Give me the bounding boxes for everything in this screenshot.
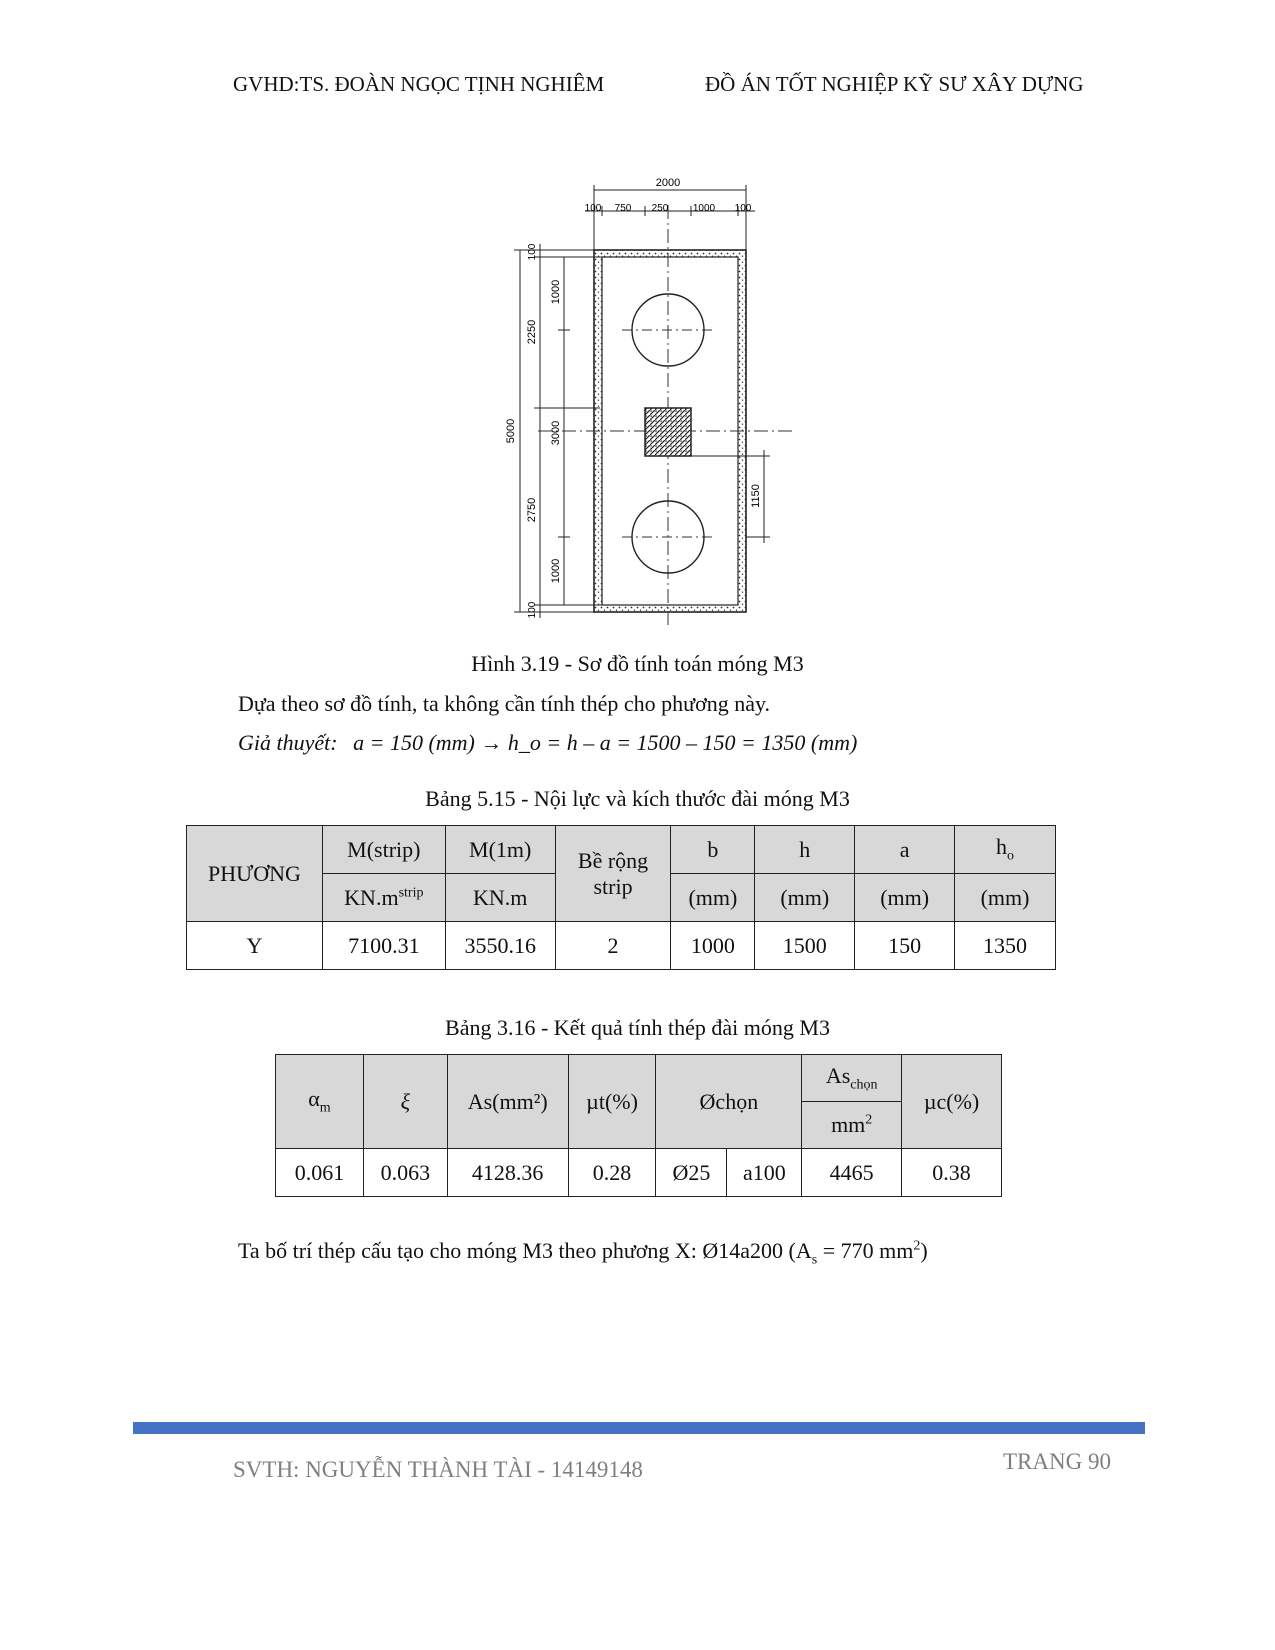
th-as-chon-sub: chọn: [850, 1077, 878, 1093]
th-mut: µt(%): [568, 1055, 656, 1149]
th-b: b: [671, 826, 755, 874]
th-b-unit: (mm): [671, 874, 755, 922]
th-be-rong-line2: strip: [593, 873, 633, 899]
dim-inner-bot: 1000: [550, 558, 562, 584]
paragraph-2-sub: s: [811, 1252, 818, 1268]
footer-right: TRANG 90: [1003, 1449, 1111, 1474]
dim-top-5: 100: [734, 203, 752, 214]
th-be-rong-line1: Bề rộng: [577, 847, 649, 873]
td-ho: 1350: [955, 922, 1056, 970]
dim-left-b: 2750: [526, 497, 538, 523]
table-internal-forces: [186, 825, 1056, 970]
dim-inner-top: 1000: [550, 279, 562, 305]
th-alpha: [276, 1055, 364, 1149]
th-as-chon: [802, 1055, 902, 1102]
dim-top-2: 750: [614, 203, 632, 214]
foundation-drawing: [0, 0, 1275, 640]
th-phuong: PHƯƠNG: [187, 826, 323, 922]
paragraph-1: Dựa theo sơ đồ tính, ta không cần tính thép cho phương này.: [238, 691, 771, 716]
td-muc: 0.38: [902, 1149, 1002, 1197]
footer-left: SVTH: NGUYỄN THÀNH TÀI - 14149148: [233, 1457, 643, 1482]
th-alpha-sub: m: [319, 1100, 331, 1116]
td-be-rong: 2: [555, 922, 671, 970]
td-spacing: a100: [727, 1149, 802, 1197]
paragraph-2: [238, 1238, 928, 1268]
dim-left-top100: 100: [527, 243, 538, 261]
th-chon: Øchọn: [656, 1055, 802, 1149]
table-row: [187, 922, 1056, 970]
td-xi: 0.063: [363, 1149, 447, 1197]
th-as: As(mm²): [447, 1055, 568, 1149]
assumption-line: [238, 730, 857, 756]
dim-left-total: 5000: [505, 418, 517, 444]
td-as-chon: 4465: [802, 1149, 902, 1197]
td-b: 1000: [671, 922, 755, 970]
td-m-strip: 7100.31: [322, 922, 445, 970]
dim-top-total: 2000: [655, 177, 681, 189]
td-a: 150: [855, 922, 955, 970]
th-h: h: [755, 826, 855, 874]
th-as-chon-unit-sup: 2: [865, 1112, 873, 1128]
td-h: 1500: [755, 922, 855, 970]
th-m-1m: M(1m): [445, 826, 555, 874]
th-muc: µc(%): [902, 1055, 1002, 1149]
th-a-unit: (mm): [855, 874, 955, 922]
dim-left-bot100: 100: [527, 601, 538, 619]
assumption-label: Giả thuyết:: [238, 730, 338, 755]
assumption-formula: a = 150 (mm) → h_o = h – a = 1500 – 150 = 1350 (mm): [353, 730, 858, 755]
th-m-1m-unit: KN.m: [445, 874, 555, 922]
dim-inner-mid: 3000: [550, 420, 562, 446]
dim-top-3: 250: [651, 203, 669, 214]
th-m-strip: M(strip): [322, 826, 445, 874]
td-phuong: Y: [187, 922, 323, 970]
th-m-strip-unit-main: KN.m: [344, 884, 399, 910]
th-ho-main: h: [996, 834, 1008, 860]
th-m-strip-unit-sup: strip: [398, 885, 424, 901]
figure-caption: Hình 3.19 - Sơ đồ tính toán móng M3: [471, 651, 804, 676]
header-right: ĐỒ ÁN TỐT NGHIỆP KỸ SƯ XÂY DỰNG: [705, 72, 1084, 96]
paragraph-2-text: Ta bố trí thép cấu tạo cho móng M3 theo phương X: Ø14a200 (A: [238, 1238, 812, 1263]
th-m-strip-unit: [322, 874, 445, 922]
td-m-1m: 3550.16: [445, 922, 555, 970]
td-alpha: 0.061: [276, 1149, 364, 1197]
dim-top-1: 100: [584, 203, 602, 214]
paragraph-2-sup: 2: [913, 1238, 921, 1254]
td-mut: 0.28: [568, 1149, 656, 1197]
table-row: [276, 1149, 1002, 1197]
th-ho: [955, 826, 1056, 874]
footer-divider: [133, 1422, 1145, 1434]
th-h-unit: (mm): [755, 874, 855, 922]
table-steel-results: [275, 1054, 1002, 1197]
table1-caption: Bảng 5.15 - Nội lực và kích thước đài móng M3: [425, 786, 850, 811]
td-as: 4128.36: [447, 1149, 568, 1197]
th-be-rong: [555, 826, 671, 922]
dim-left-a: 2250: [526, 319, 538, 345]
th-alpha-main: α: [308, 1086, 320, 1112]
th-as-chon-main: As: [825, 1062, 851, 1088]
dim-right-offset: 1150: [750, 484, 762, 508]
td-dia: Ø25: [656, 1149, 727, 1197]
th-ho-sub: o: [1007, 848, 1015, 864]
header-left: GVHD:TS. ĐOÀN NGỌC TỊNH NGHIÊM: [233, 72, 605, 96]
th-a: a: [855, 826, 955, 874]
paragraph-2-mid: = 770 mm: [817, 1238, 914, 1263]
th-ho-unit: (mm): [955, 874, 1056, 922]
th-as-chon-unit: [802, 1102, 902, 1149]
paragraph-2-end: ): [920, 1238, 928, 1263]
dim-top-4: 1000: [692, 203, 716, 214]
table2-caption: Bảng 3.16 - Kết quả tính thép đài móng M3: [445, 1015, 830, 1040]
th-as-chon-unit-main: mm: [831, 1112, 866, 1137]
th-xi: ξ: [363, 1055, 447, 1149]
